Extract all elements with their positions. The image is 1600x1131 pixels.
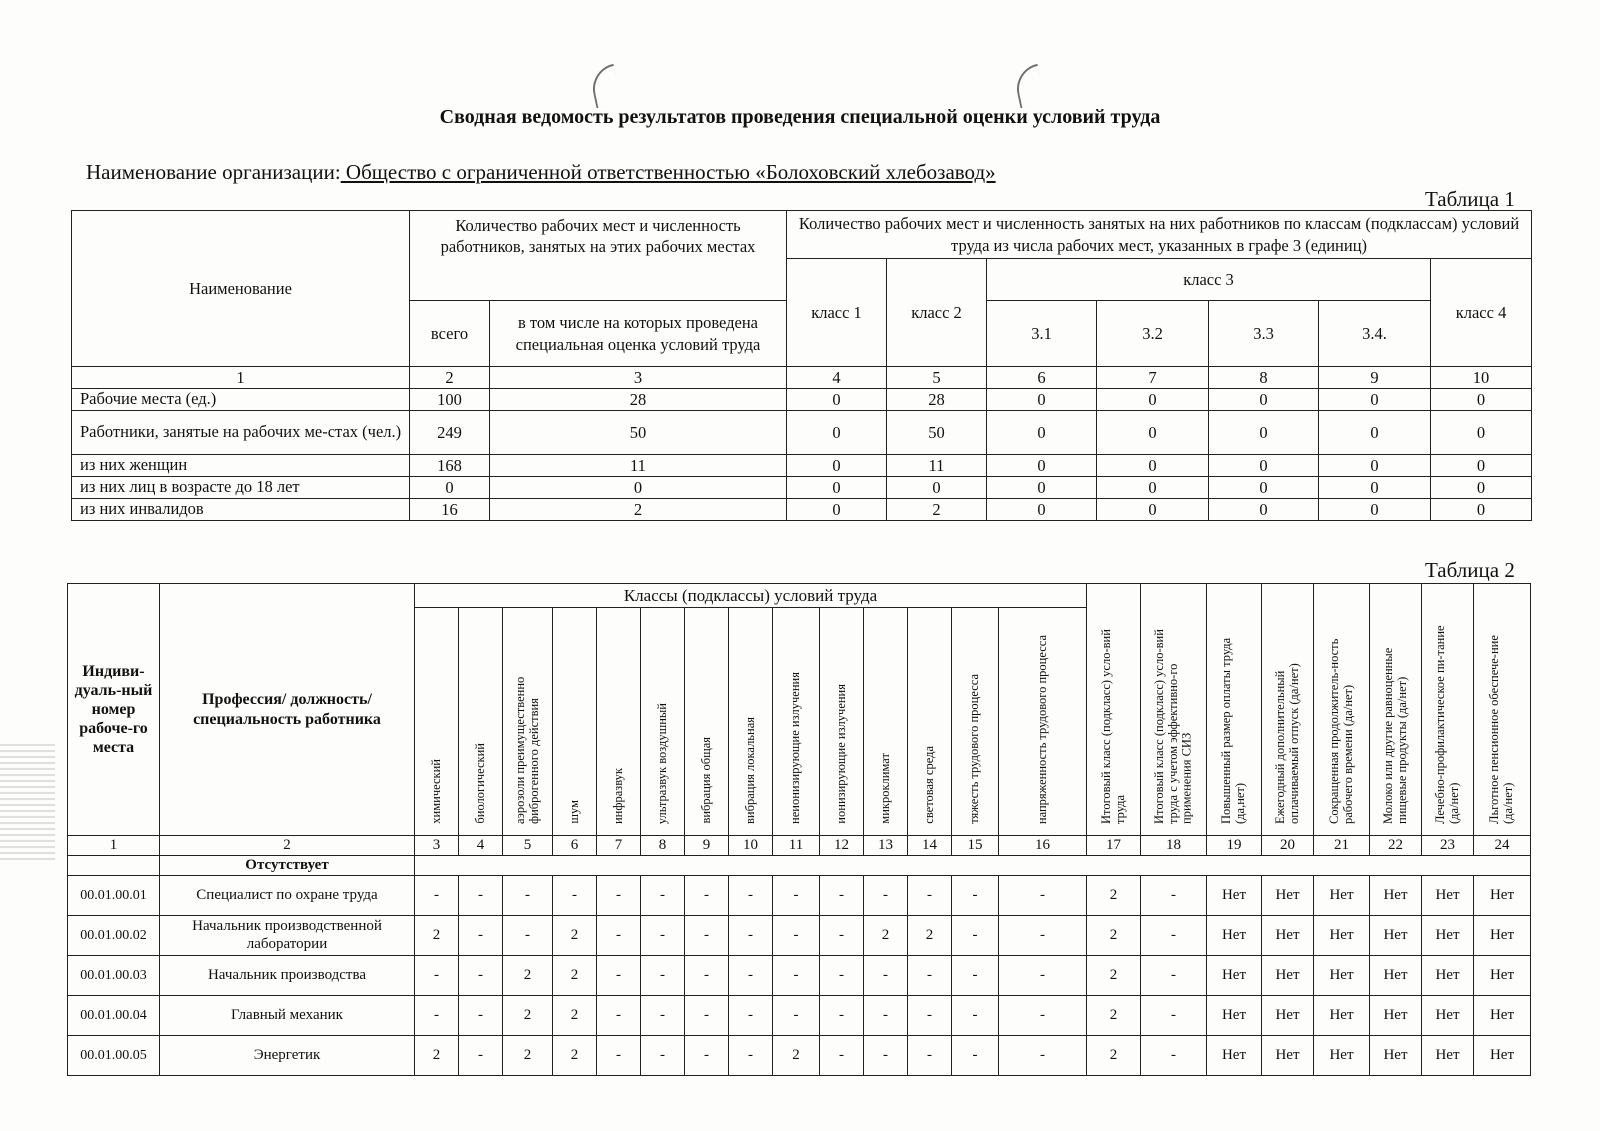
- t2-cell-profession: Энергетик: [160, 1036, 415, 1076]
- t2-cell: -: [820, 916, 864, 956]
- t2-cell: -: [864, 876, 908, 916]
- t1-row-women: [72, 455, 1532, 477]
- t1-cell: 0: [987, 499, 1097, 521]
- t2-header-id: Индиви-дуаль-ный номер рабоче-го места: [68, 584, 160, 836]
- t2-cell: Нет: [1422, 916, 1474, 956]
- t2-cell-profession: Начальник производственной лаборатории: [160, 916, 415, 956]
- t2-row: [68, 996, 1531, 1036]
- t2-cell: -: [597, 916, 641, 956]
- t1-cell: 0: [1431, 455, 1532, 477]
- organization-line: [86, 160, 996, 185]
- t1-cell: 11: [887, 455, 987, 477]
- t1-cell: 0: [1319, 499, 1431, 521]
- t2-cell: -: [459, 876, 503, 916]
- t1-cell: 28: [490, 389, 787, 411]
- t2-col-num: 23: [1422, 836, 1474, 856]
- t2-cell: -: [503, 876, 553, 916]
- t2-cell-profession: Главный механик: [160, 996, 415, 1036]
- t2-cell: -: [999, 996, 1087, 1036]
- t2-cell: 2: [553, 916, 597, 956]
- t1-cell: 0: [410, 477, 490, 499]
- t1-header-class4: класс 4: [1431, 259, 1532, 367]
- t2-cell: -: [952, 876, 999, 916]
- t2-cell: -: [729, 996, 773, 1036]
- t1-cell: 0: [1319, 389, 1431, 411]
- t2-cell: -: [952, 916, 999, 956]
- t2-col-num: 11: [773, 836, 820, 856]
- t1-cell: 0: [787, 455, 887, 477]
- t2-header-final-siz: Итоговый класс (подкласс) усло-вий труда с учетом эффективно-го применения СИЗ: [1141, 584, 1207, 836]
- t1-cell: 11: [490, 455, 787, 477]
- t2-cell: -: [773, 996, 820, 1036]
- t2-col-num: 2: [160, 836, 415, 856]
- table1-caption: Таблица 1: [1425, 187, 1515, 211]
- t2-cell: -: [999, 876, 1087, 916]
- t1-row-label: Рабочие места (ед.): [72, 389, 410, 411]
- t2-cell: 2: [1087, 916, 1141, 956]
- t1-cell: 0: [787, 477, 887, 499]
- t2-cell: -: [459, 956, 503, 996]
- t2-col-num: 7: [597, 836, 641, 856]
- t1-col-num: 8: [1209, 367, 1319, 389]
- t2-cell: -: [999, 956, 1087, 996]
- t2-cell: -: [415, 996, 459, 1036]
- t2-cell: -: [729, 876, 773, 916]
- t2-cell: -: [685, 996, 729, 1036]
- t2-cell-id: 00.01.00.03: [68, 956, 160, 996]
- hole-punch-mark-left: [588, 64, 622, 109]
- t1-col-num: 5: [887, 367, 987, 389]
- t2-cell: -: [553, 876, 597, 916]
- t2-row: [68, 1036, 1531, 1076]
- t1-cell: 0: [1319, 411, 1431, 455]
- t2-cell: 2: [773, 1036, 820, 1076]
- t2-col-num: 14: [908, 836, 952, 856]
- t1-row-workplaces: [72, 389, 1532, 411]
- t2-col-num: 12: [820, 836, 864, 856]
- t2-row: [68, 876, 1531, 916]
- t2-cell: Нет: [1207, 916, 1262, 956]
- t2-header-factor: неионизирующие излучения: [773, 608, 820, 836]
- t2-header-factor: аэрозоли преимущественно фиброгенного действия: [503, 608, 553, 836]
- t1-cell: 0: [1097, 411, 1209, 455]
- t1-cell: 50: [887, 411, 987, 455]
- t1-header-class1: класс 1: [787, 259, 887, 367]
- t2-cell: 2: [1087, 996, 1141, 1036]
- t1-cell: 0: [1209, 411, 1319, 455]
- t2-cell: Нет: [1207, 996, 1262, 1036]
- t2-col-num: 3: [415, 836, 459, 856]
- t2-header-classes-group: Классы (подклассы) условий труда: [415, 584, 1087, 608]
- t2-cell: Нет: [1370, 956, 1422, 996]
- t2-cell: -: [641, 1036, 685, 1076]
- t2-cell: -: [864, 1036, 908, 1076]
- t2-col-num: 9: [685, 836, 729, 856]
- t2-cell: -: [999, 916, 1087, 956]
- t2-col-num: 6: [553, 836, 597, 856]
- t2-col-num: 22: [1370, 836, 1422, 856]
- t1-cell: 0: [1431, 411, 1532, 455]
- t1-col-num: 10: [1431, 367, 1532, 389]
- t2-header-factor: вибрация локальная: [729, 608, 773, 836]
- t2-cell: -: [597, 876, 641, 916]
- t1-col-num: 4: [787, 367, 887, 389]
- t2-cell: Нет: [1422, 996, 1474, 1036]
- t1-cell: 249: [410, 411, 490, 455]
- t2-cell: Нет: [1314, 1036, 1370, 1076]
- t2-header-pay: Повышенный размер оплаты труда (да,нет): [1207, 584, 1262, 836]
- t2-cell: -: [459, 996, 503, 1036]
- t1-col-num: 7: [1097, 367, 1209, 389]
- t2-cell: -: [729, 916, 773, 956]
- t2-cell: -: [1141, 916, 1207, 956]
- t2-cell: 2: [503, 996, 553, 1036]
- t1-header-assessed: в том числе на которых проведена специальная оценка условий труда: [490, 301, 787, 367]
- t2-cell: Нет: [1314, 956, 1370, 996]
- t2-cell: 2: [1087, 1036, 1141, 1076]
- t2-cell: Нет: [1370, 996, 1422, 1036]
- t2-cell: Нет: [1262, 956, 1314, 996]
- t2-section-label: Отсутствует: [160, 856, 415, 876]
- t2-cell: -: [952, 1036, 999, 1076]
- t2-cell: -: [820, 996, 864, 1036]
- t2-cell: -: [685, 876, 729, 916]
- t2-header-factor: тяжесть трудового процесса: [952, 608, 999, 836]
- t2-cell-id: 00.01.00.04: [68, 996, 160, 1036]
- t2-cell: -: [597, 956, 641, 996]
- t2-header-vacation: Ежегодный дополнительный оплачиваемый отпуск (да/нет): [1262, 584, 1314, 836]
- t1-header-class3: класс 3: [987, 259, 1431, 301]
- t2-cell: 2: [1087, 956, 1141, 996]
- t1-header-class-group: Количество рабочих мест и численность занятых на них работников по классам (подклассам) условий труда из числа рабочих мест, указанных в графе 3 (единиц): [787, 211, 1532, 259]
- t1-cell: 0: [1209, 455, 1319, 477]
- organization-label: Наименование организации:: [86, 160, 341, 184]
- t1-col-num: 3: [490, 367, 787, 389]
- t1-row-disabled: [72, 499, 1532, 521]
- t2-cell: -: [864, 956, 908, 996]
- t2-col-num: 10: [729, 836, 773, 856]
- table2-caption: Таблица 2: [1425, 558, 1515, 582]
- t2-cell: Нет: [1262, 876, 1314, 916]
- t1-cell: 0: [1319, 455, 1431, 477]
- t2-cell-profession: Начальник производства: [160, 956, 415, 996]
- t1-header-sub-3-4: 3.4.: [1319, 301, 1431, 367]
- t2-cell-profession: Специалист по охране труда: [160, 876, 415, 916]
- t1-header-sub-3-1: 3.1: [987, 301, 1097, 367]
- t2-cell: -: [908, 876, 952, 916]
- t2-cell: -: [1141, 1036, 1207, 1076]
- t2-cell: Нет: [1314, 996, 1370, 1036]
- t2-col-num: 21: [1314, 836, 1370, 856]
- t2-header-factor: ионизирующие излучения: [820, 608, 864, 836]
- t2-cell: -: [773, 876, 820, 916]
- t2-cell: Нет: [1314, 876, 1370, 916]
- t2-cell: -: [729, 956, 773, 996]
- t2-cell: 2: [908, 916, 952, 956]
- t1-row-workers: [72, 411, 1532, 455]
- t1-cell: 0: [987, 389, 1097, 411]
- t2-cell: Нет: [1314, 916, 1370, 956]
- t2-cell: 2: [503, 956, 553, 996]
- t2-header-factor: ультразвук воздушный: [641, 608, 685, 836]
- t1-cell: 50: [490, 411, 787, 455]
- document-title: Сводная ведомость результатов проведения специальной оценки условий труда: [439, 106, 1161, 128]
- t1-col-num: 6: [987, 367, 1097, 389]
- t2-cell: -: [820, 876, 864, 916]
- t2-cell-id: 00.01.00.01: [68, 876, 160, 916]
- t1-cell: 0: [1097, 499, 1209, 521]
- t1-cell: 2: [490, 499, 787, 521]
- t2-row: [68, 956, 1531, 996]
- t2-header-factor: шум: [553, 608, 597, 836]
- t2-cell: -: [773, 916, 820, 956]
- t2-cell: Нет: [1207, 876, 1262, 916]
- t1-cell: 100: [410, 389, 490, 411]
- t2-cell: -: [503, 916, 553, 956]
- t2-cell: -: [685, 1036, 729, 1076]
- t2-cell: 2: [864, 916, 908, 956]
- summary-table: [71, 210, 1532, 521]
- t2-header-pension: Льготное пенсионное обеспече-ние (да/нет): [1474, 584, 1531, 836]
- t2-cell: -: [729, 1036, 773, 1076]
- t1-cell: 0: [1209, 499, 1319, 521]
- t1-cell: 0: [987, 411, 1097, 455]
- t2-header-factor: химический: [415, 608, 459, 836]
- t1-cell: 0: [1209, 477, 1319, 499]
- t1-row-label: Работники, занятые на рабочих ме-стах (чел.): [72, 411, 410, 455]
- t1-cell: 16: [410, 499, 490, 521]
- t2-cell: 2: [553, 956, 597, 996]
- t2-cell: Нет: [1474, 996, 1531, 1036]
- t1-cell: 28: [887, 389, 987, 411]
- t2-col-num: 16: [999, 836, 1087, 856]
- t2-section-empty: [68, 856, 160, 876]
- t1-cell: 0: [787, 411, 887, 455]
- t2-cell: -: [415, 876, 459, 916]
- t2-header-factor: световая среда: [908, 608, 952, 836]
- t2-col-num: 24: [1474, 836, 1531, 856]
- t2-cell: -: [1141, 876, 1207, 916]
- t1-cell: 0: [787, 389, 887, 411]
- t2-cell: Нет: [1422, 876, 1474, 916]
- t2-cell: -: [415, 956, 459, 996]
- t2-cell: Нет: [1422, 1036, 1474, 1076]
- t1-header-name: Наименование: [72, 211, 410, 367]
- t2-cell: Нет: [1262, 1036, 1314, 1076]
- t2-col-num: 20: [1262, 836, 1314, 856]
- t2-col-num: 17: [1087, 836, 1141, 856]
- t2-cell: Нет: [1207, 956, 1262, 996]
- t2-cell: -: [641, 916, 685, 956]
- t1-header-count-group: Количество рабочих мест и численность работников, занятых на этих рабочих местах: [410, 211, 787, 301]
- t2-cell: -: [641, 996, 685, 1036]
- t2-cell: -: [597, 996, 641, 1036]
- t2-cell: Нет: [1370, 916, 1422, 956]
- t2-cell: 2: [553, 1036, 597, 1076]
- t2-header-factor: напряженность трудового процесса: [999, 608, 1087, 836]
- t1-cell: 0: [490, 477, 787, 499]
- t1-row-minors: [72, 477, 1532, 499]
- t2-header-short-time: Сокращенная продолжитель-ность рабочего времени (да/нет): [1314, 584, 1370, 836]
- t1-cell: 0: [787, 499, 887, 521]
- t2-column-numbers: [68, 836, 1531, 856]
- workplaces-table: [67, 583, 1531, 1076]
- t2-header-factor: инфразвук: [597, 608, 641, 836]
- hole-punch-mark-right: [1012, 64, 1046, 109]
- t1-header-total: всего: [410, 301, 490, 367]
- t2-cell: -: [1141, 996, 1207, 1036]
- t2-header-factor: микроклимат: [864, 608, 908, 836]
- t2-cell: Нет: [1422, 956, 1474, 996]
- t1-cell: 0: [1431, 389, 1532, 411]
- t2-cell: -: [641, 876, 685, 916]
- t2-cell: Нет: [1370, 876, 1422, 916]
- t2-cell: Нет: [1370, 1036, 1422, 1076]
- t2-cell: -: [1141, 956, 1207, 996]
- t2-header-final: Итоговый класс (подкласс) усло-вий труда: [1087, 584, 1141, 836]
- t2-header-milk: Молоко или другие равноценные пищевые продукты (да/нет): [1370, 584, 1422, 836]
- t2-header-profession: Профессия/ должность/ специальность работника: [160, 584, 415, 836]
- t2-cell: -: [952, 996, 999, 1036]
- t2-header-food: Лечебно-профилактическое пи-тание (да/нет): [1422, 584, 1474, 836]
- t2-col-num: 18: [1141, 836, 1207, 856]
- t2-cell: -: [773, 956, 820, 996]
- t2-col-num: 19: [1207, 836, 1262, 856]
- t1-cell: 0: [987, 455, 1097, 477]
- t2-cell: -: [685, 916, 729, 956]
- t2-cell: Нет: [1474, 916, 1531, 956]
- t1-cell: 168: [410, 455, 490, 477]
- t2-header-factor: биологический: [459, 608, 503, 836]
- t1-cell: 0: [1319, 477, 1431, 499]
- t2-cell: -: [641, 956, 685, 996]
- t2-col-num: 1: [68, 836, 160, 856]
- t2-col-num: 15: [952, 836, 999, 856]
- t2-cell: -: [459, 1036, 503, 1076]
- t2-col-num: 5: [503, 836, 553, 856]
- t2-cell: -: [820, 956, 864, 996]
- t1-cell: 0: [1431, 499, 1532, 521]
- t2-col-num: 4: [459, 836, 503, 856]
- t2-col-num: 13: [864, 836, 908, 856]
- t2-cell: -: [952, 956, 999, 996]
- t1-cell: 0: [1097, 477, 1209, 499]
- t2-cell: -: [908, 956, 952, 996]
- t1-row-label: из них инвалидов: [72, 499, 410, 521]
- t2-col-num: 8: [641, 836, 685, 856]
- t1-row-label: из них лиц в возрасте до 18 лет: [72, 477, 410, 499]
- t1-cell: 0: [1431, 477, 1532, 499]
- t2-cell: 2: [503, 1036, 553, 1076]
- t2-cell-id: 00.01.00.02: [68, 916, 160, 956]
- t1-row-label: из них женщин: [72, 455, 410, 477]
- t2-cell: -: [597, 1036, 641, 1076]
- t2-cell: 2: [1087, 876, 1141, 916]
- t1-cell: 0: [887, 477, 987, 499]
- t2-cell: -: [908, 996, 952, 1036]
- t1-col-num: 2: [410, 367, 490, 389]
- t2-cell: -: [908, 1036, 952, 1076]
- t2-row: [68, 916, 1531, 956]
- t1-cell: 0: [1097, 389, 1209, 411]
- t1-cell: 0: [1209, 389, 1319, 411]
- t2-cell: -: [864, 996, 908, 1036]
- t2-cell: 2: [415, 916, 459, 956]
- t2-cell: Нет: [1474, 1036, 1531, 1076]
- t1-col-num: 9: [1319, 367, 1431, 389]
- t1-header-class2: класс 2: [887, 259, 987, 367]
- t2-cell: -: [685, 956, 729, 996]
- t2-cell: Нет: [1207, 1036, 1262, 1076]
- t1-cell: 2: [887, 499, 987, 521]
- t2-cell: -: [999, 1036, 1087, 1076]
- t1-cell: 0: [987, 477, 1097, 499]
- t2-section-row: [68, 856, 1531, 876]
- t2-cell: 2: [415, 1036, 459, 1076]
- t2-header-factor: вибрация общая: [685, 608, 729, 836]
- t2-cell: -: [459, 916, 503, 956]
- t2-cell-id: 00.01.00.05: [68, 1036, 160, 1076]
- t2-cell: Нет: [1262, 916, 1314, 956]
- t1-header-sub-3-2: 3.2: [1097, 301, 1209, 367]
- t2-cell: Нет: [1474, 956, 1531, 996]
- t2-cell: Нет: [1262, 996, 1314, 1036]
- t1-header-sub-3-3: 3.3: [1209, 301, 1319, 367]
- t2-cell: 2: [553, 996, 597, 1036]
- t2-section-fill: [415, 856, 1531, 876]
- organization-name: Общество с ограниченной ответственностью «Болоховский хлебозавод»: [340, 160, 996, 184]
- scan-artifact: [0, 740, 55, 860]
- t2-cell: Нет: [1474, 876, 1531, 916]
- t1-cell: 0: [1097, 455, 1209, 477]
- t2-cell: -: [820, 1036, 864, 1076]
- t1-col-num: 1: [72, 367, 410, 389]
